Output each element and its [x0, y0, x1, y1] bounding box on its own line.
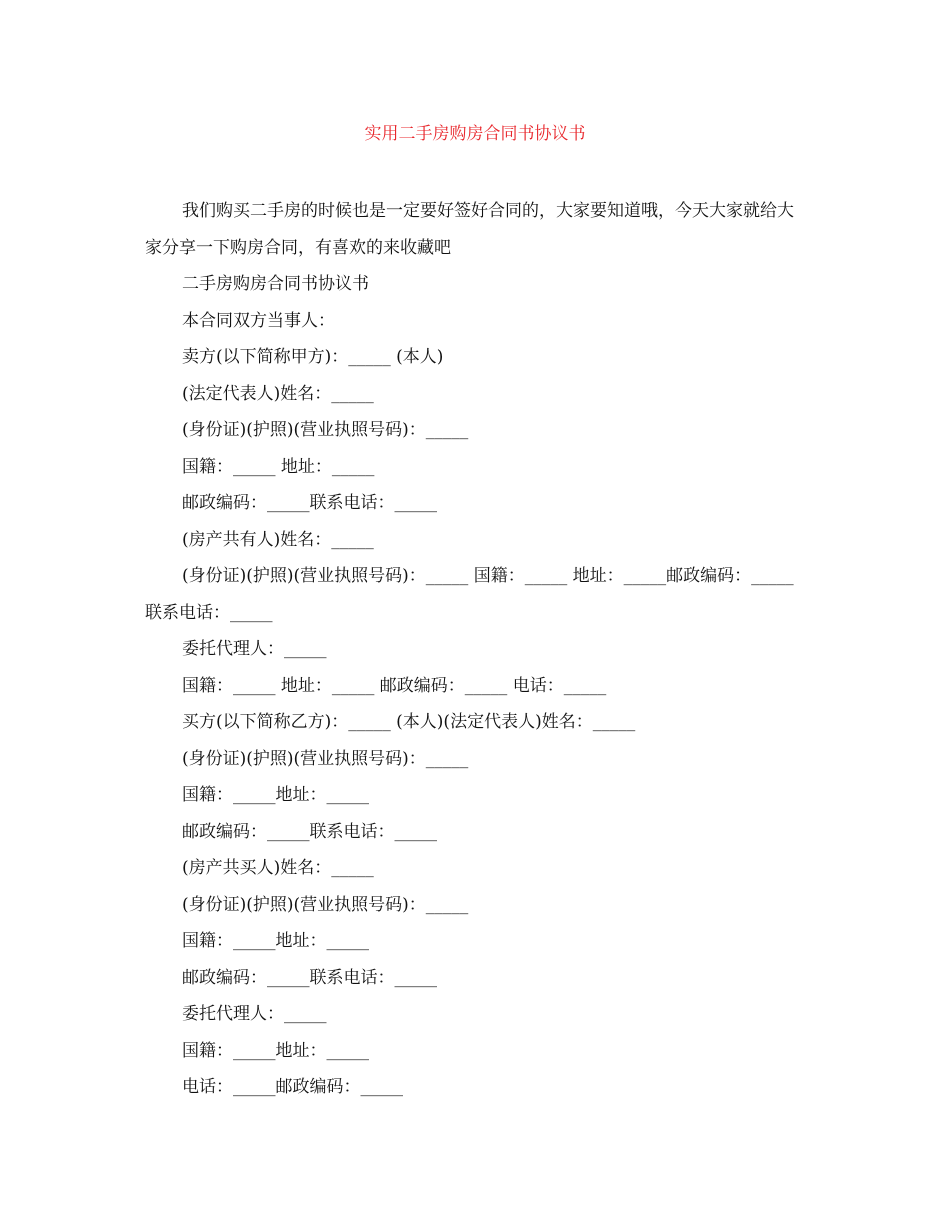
- paragraph-co-buyer: (房产共买人)姓名：_____: [182, 858, 374, 878]
- paragraph-co-buyer-nationality-address: 国籍：_____地址：_____: [182, 931, 369, 951]
- paragraph-co-owner-details: (身份证)(护照)(营业执照号码)：_____ 国籍：_____ 地址：_____邮政编码：_____联系电话：_____: [145, 566, 794, 623]
- paragraph-buyer-id: (身份证)(护照)(营业执照号码)：_____: [182, 748, 469, 769]
- paragraph-co-buyer-id: (身份证)(护照)(营业执照号码)：_____: [182, 894, 469, 915]
- paragraph-subtitle: 二手房购房合同书协议书: [182, 274, 369, 294]
- paragraph-co-buyer-postcode-phone: 邮政编码：_____联系电话：_____: [182, 967, 437, 988]
- paragraph-seller-agent-details: 国籍：_____ 地址：_____ 邮政编码：_____ 电话：_____: [182, 675, 607, 696]
- paragraph-buyer-agent-nationality-address: 国籍：_____地址：_____: [182, 1040, 369, 1061]
- paragraph-seller-nationality-address: 国籍：_____ 地址：_____: [182, 456, 375, 477]
- paragraph-buyer-agent: 委托代理人：_____: [182, 1004, 327, 1024]
- paragraph-seller-id: (身份证)(护照)(营业执照号码)：_____: [182, 420, 469, 440]
- paragraph-buyer-postcode-phone: 邮政编码：_____联系电话：_____: [182, 821, 437, 842]
- paragraph-buyer: 买方(以下简称乙方)：_____ (本人)(法定代表人)姓名：_____: [182, 712, 636, 732]
- paragraph-seller-agent: 委托代理人：_____: [182, 639, 327, 659]
- paragraph-seller: 卖方(以下简称甲方)：_____ (本人): [182, 347, 444, 367]
- paragraph-intro: 我们购买二手房的时候也是一定要好签好合同的，大家要知道哦，今天大家就给大家分享一下购房合同，有喜欢的来收藏吧: [145, 201, 794, 258]
- paragraph-parties: 本合同双方当事人：: [182, 310, 335, 331]
- paragraph-co-owner: (房产共有人)姓名：_____: [182, 529, 374, 550]
- paragraph-seller-representative: (法定代表人)姓名：_____: [182, 383, 374, 404]
- paragraph-seller-postcode-phone: 邮政编码：_____联系电话：_____: [182, 493, 437, 513]
- document-body: [145, 193, 810, 1106]
- paragraph-buyer-agent-phone-postcode: 电话：_____邮政编码：_____: [182, 1077, 403, 1097]
- document-title: 实用二手房购房合同书协议书: [364, 124, 586, 144]
- paragraph-buyer-nationality-address: 国籍：_____地址：_____: [182, 785, 369, 805]
